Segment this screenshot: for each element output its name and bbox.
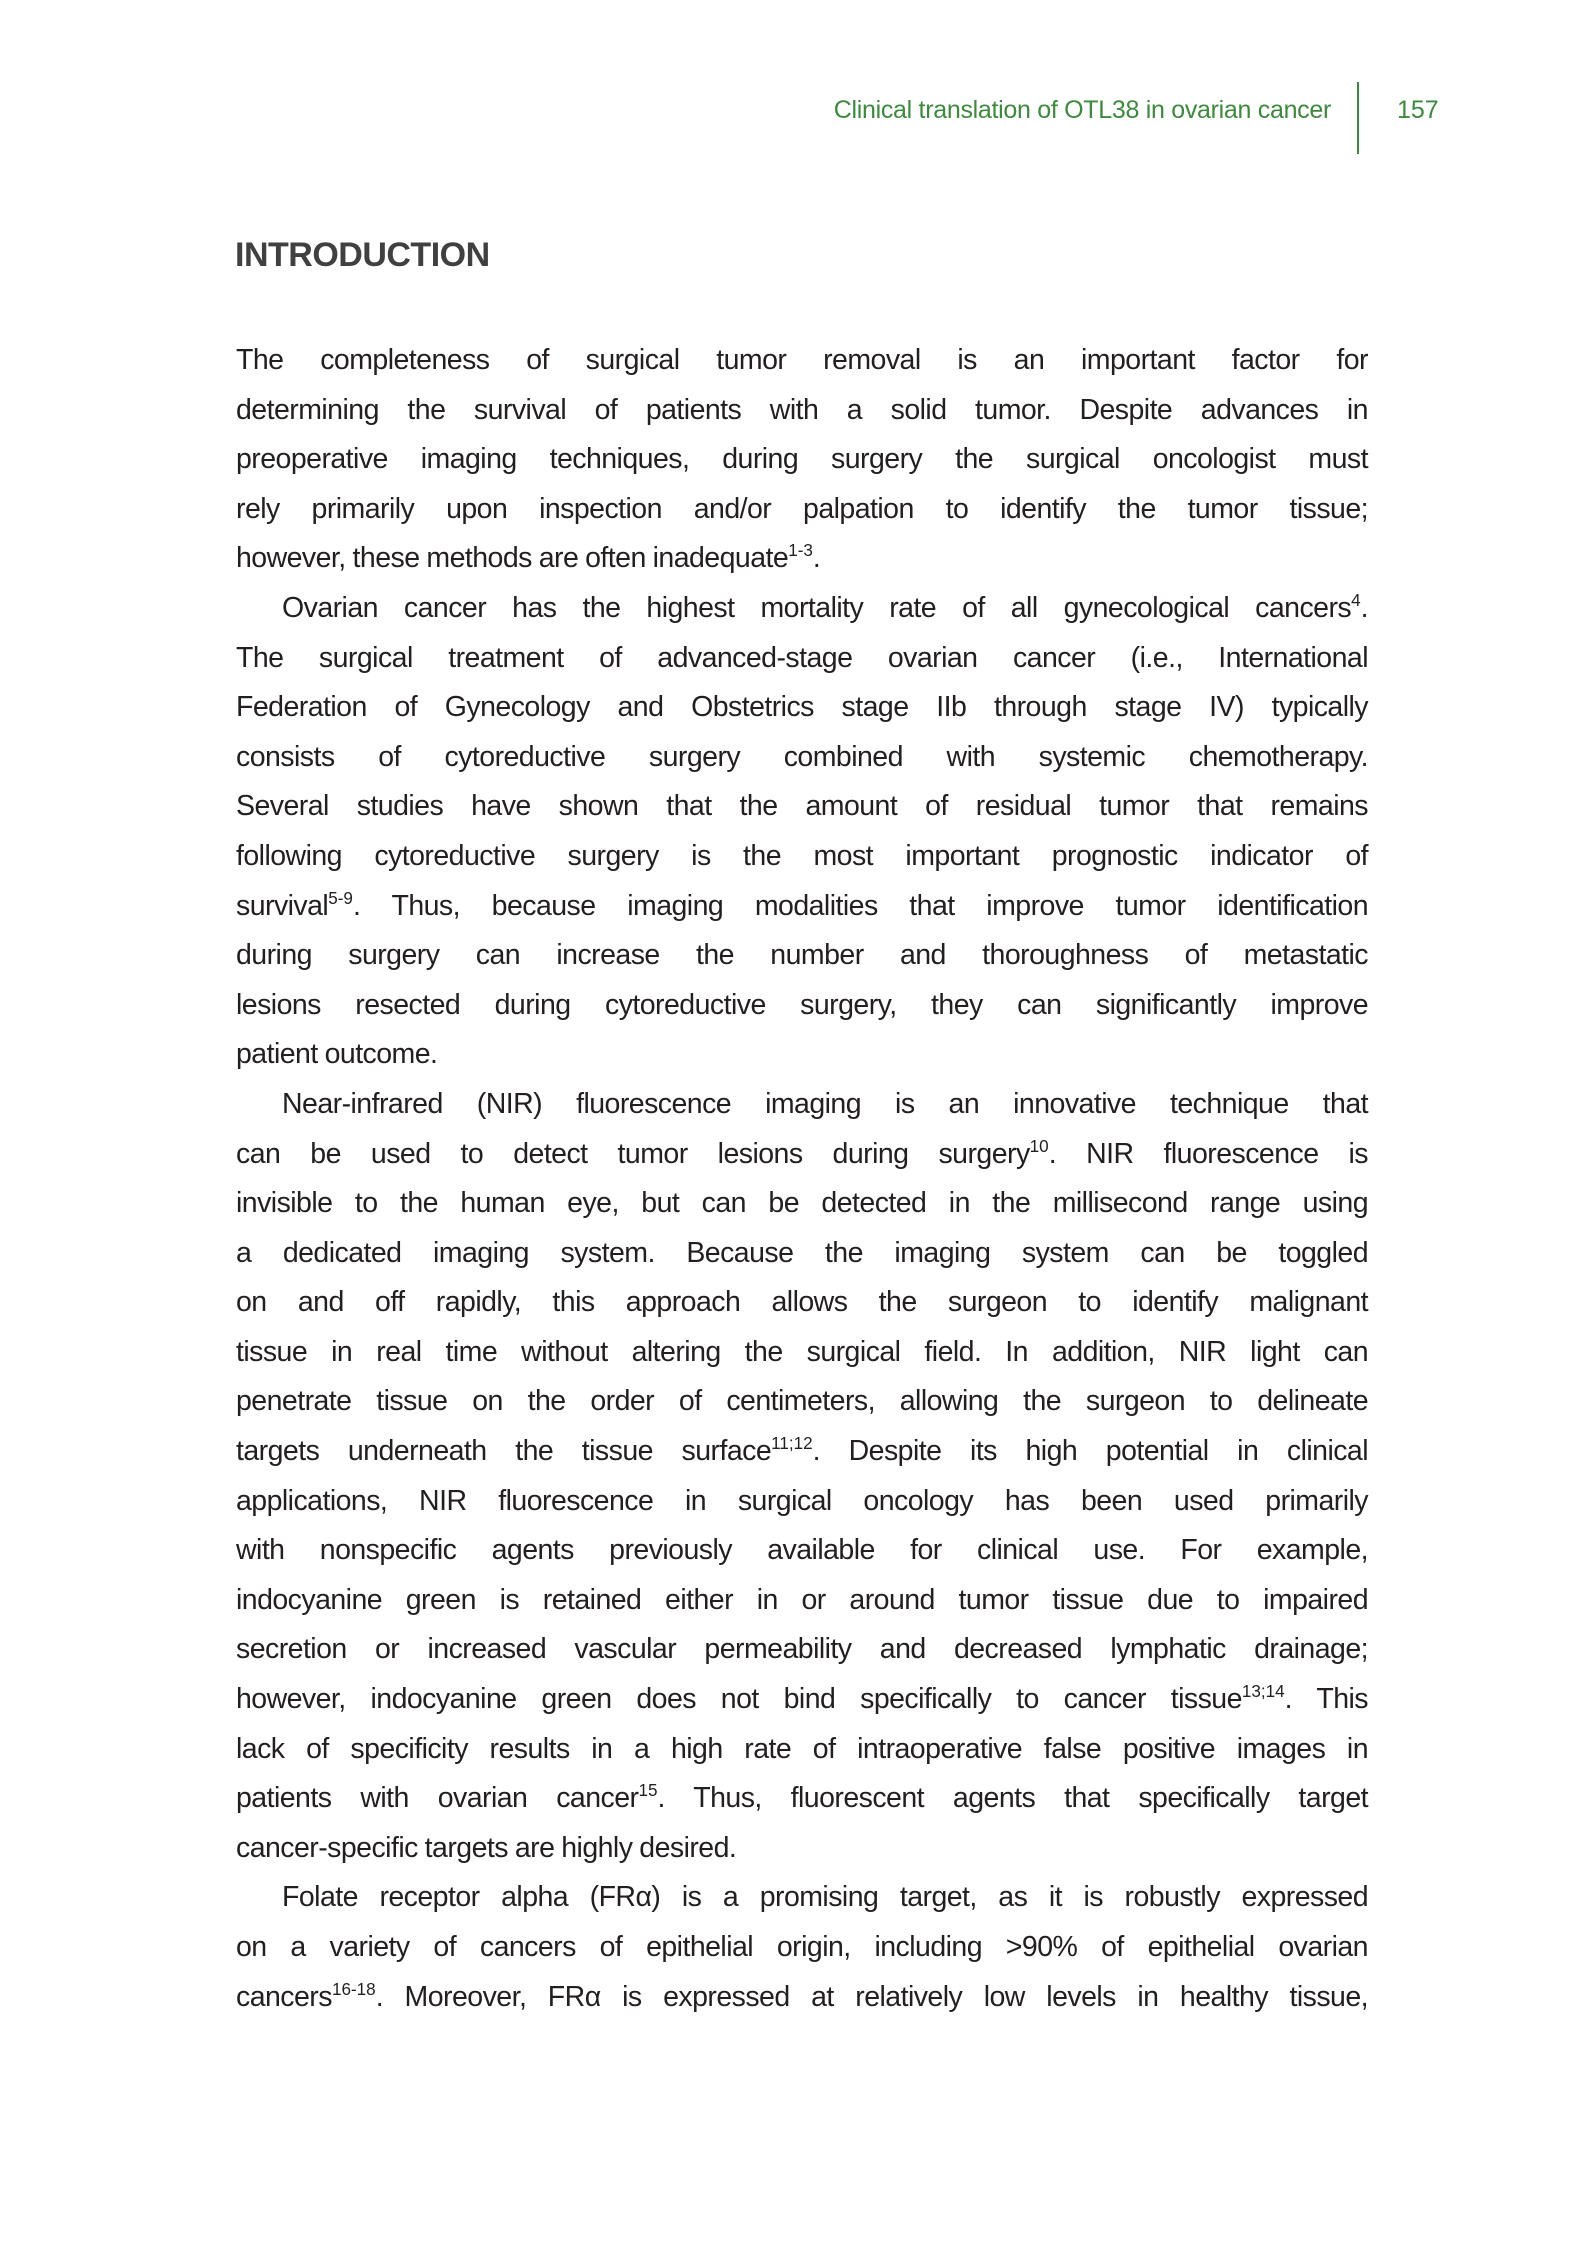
- text-line: a dedicated imaging system. Because the imaging system can be toggled: [236, 1236, 1368, 1269]
- section-heading: INTRODUCTION: [235, 236, 490, 274]
- citation: 10: [1029, 1136, 1049, 1156]
- text-line: with nonspecific agents previously available for clinical use. For example,: [236, 1534, 1368, 1567]
- text-line: targets underneath the tissue surface$^{11;12}$. Despite its high potential in clinical: [236, 1433, 1369, 1468]
- text-line: patients with ovarian cancer$^{15}$. Thus, fluorescent agents that specifically target: [236, 1781, 1368, 1815]
- text-line: The completeness of surgical tumor removal is an important factor for: [236, 344, 1368, 376]
- text-line: The surgical treatment of advanced-stage ovarian cancer (i.e., International: [236, 641, 1368, 674]
- citation: 1-3: [788, 541, 813, 561]
- text-line: cancer-specific targets are highly desired.: [236, 1831, 737, 1864]
- paragraph: [236, 1873, 1368, 2022]
- text-line: Several studies have shown that the amount of residual tumor that remains: [236, 790, 1368, 823]
- text-line: lack of specificity results in a high rate of intraoperative false positive images in: [236, 1732, 1368, 1765]
- text-line: tissue in real time without altering the surgical field. In addition, NIR light can: [236, 1335, 1368, 1368]
- text-line: rely primarily upon inspection and/or palpation to identify the tumor tissue;: [236, 492, 1368, 525]
- text-line: however, indocyanine green does not bind specifically to cancer tissue$^{13;14}$. This: [236, 1681, 1368, 1716]
- text-line: Ovarian cancer has the highest mortality rate of all gynecological cancers$^4$.: [282, 590, 1368, 624]
- text-line: patient outcome.: [236, 1038, 438, 1071]
- text-line: can be used to detect tumor lesions during surgery$^{10}$. NIR fluorescence is: [236, 1136, 1368, 1170]
- text-line: on a variety of cancers of epithelial origin, including >90% of epithelial ovarian: [236, 1931, 1368, 1963]
- citation: 13;14: [1241, 1681, 1285, 1701]
- citation: 16-18: [331, 1979, 376, 1999]
- text-line: cancers$^{16-18}$. Moreover, FRα is expressed at relatively low levels in healthy tissue,: [236, 1979, 1368, 2013]
- text-line: following cytoreductive surgery is the most important prognostic indicator of: [236, 839, 1368, 872]
- header-divider: [1357, 82, 1359, 154]
- body-text: [236, 336, 1368, 2022]
- text-line: invisible to the human eye, but can be detected in the millisecond range using: [236, 1187, 1368, 1220]
- paragraph: [236, 584, 1368, 1080]
- citation: 5-9: [328, 888, 353, 908]
- citation: 4: [1351, 590, 1361, 610]
- text-line: determining the survival of patients with a solid tumor. Despite advances in: [236, 393, 1368, 426]
- citation: 11;12: [771, 1433, 813, 1453]
- paragraph: [236, 336, 1368, 584]
- text-line: indocyanine green is retained either in or around tumor tissue due to impaired: [236, 1583, 1368, 1616]
- text-line: lesions resected during cytoreductive surgery, they can significantly improve: [236, 988, 1368, 1021]
- page-number: 157: [1397, 96, 1439, 124]
- text-line: penetrate tissue on the order of centimeters, allowing the surgeon to delineate: [236, 1385, 1368, 1418]
- text-line: secretion or increased vascular permeability and decreased lymphatic drainage;: [236, 1633, 1368, 1666]
- text-line: Federation of Gynecology and Obstetrics stage IIb through stage IV) typically: [236, 691, 1368, 724]
- text-line: Near-infrared (NIR) fluorescence imaging is an innovative technique that: [282, 1087, 1368, 1120]
- paragraph: [236, 1080, 1368, 1874]
- text-line: consists of cytoreductive surgery combined with systemic chemotherapy.: [236, 740, 1368, 773]
- text-line: during surgery can increase the number and thoroughness of metastatic: [236, 939, 1368, 972]
- citation: 15: [638, 1781, 658, 1801]
- text-line: preoperative imaging techniques, during surgery the surgical oncologist must: [236, 443, 1368, 476]
- text-line: however, these methods are often inadequate$^{1-3}$.: [236, 541, 821, 575]
- running-header: [0, 0, 1593, 160]
- running-title: Clinical translation of OTL38 in ovarian cancer: [833, 96, 1331, 124]
- text-line: applications, NIR fluorescence in surgical oncology has been used primarily: [236, 1484, 1368, 1517]
- text-line: Folate receptor alpha (FRα) is a promising target, as it is robustly expressed: [282, 1881, 1368, 1914]
- text-line: on and off rapidly, this approach allows the surgeon to identify malignant: [236, 1286, 1368, 1319]
- text-line: survival$^{5-9}$. Thus, because imaging modalities that improve tumor identification: [236, 888, 1368, 922]
